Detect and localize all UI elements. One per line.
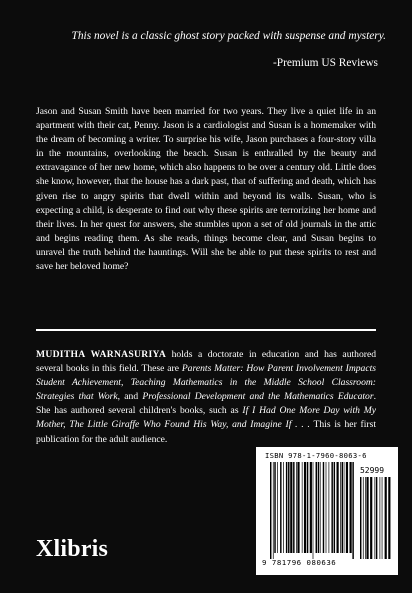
barcode-bar [388, 477, 390, 559]
bio-text-3: , and [117, 391, 143, 403]
barcode-bar [365, 477, 366, 559]
isbn-barcode [256, 447, 398, 575]
barcode-bar [283, 462, 284, 553]
barcode-bar [375, 477, 376, 559]
barcode-bar [313, 462, 314, 559]
barcode-bar [366, 477, 368, 559]
barcode-bar [323, 462, 324, 553]
barcode-bar [302, 462, 303, 553]
barcode-bar [350, 462, 352, 553]
barcode-bar [370, 477, 372, 559]
barcode-bar [326, 462, 327, 553]
barcode-bar [316, 462, 317, 553]
barcode-bar [280, 462, 281, 553]
barcode-bar [307, 462, 308, 553]
bio-text-4: . She has authored several children's books, such as [36, 391, 376, 417]
barcode-bar [337, 462, 339, 553]
barcode-bar [286, 462, 287, 553]
book-synopsis: Jason and Susan Smith have been married for two years. They live a quiet life in an apartment with their cat, Penny. Jason is a cardiologist and Susan is a homemaker with the dream of becoming a writer. To surprise his wife, Jason purchases a four-story villa in the mountains, overlooking the beach. Susan is enthralled by the beauty and extravagance of her new home, which also happens to be over a century old. Little does she know, however, that the house has a dark past, that of suffering and death, which has given rise to angry spirits that dwell within and beyond its walls. Susan, who is expecting a child, is desperate to find out why these spirits are terrorizing her home and their lives. In her quest for answers, she stumbles upon a set of old journals in the attic and begins reading them. As she reads, things become clear, and Susan begins to unravel the truth behind the hauntings. Will she be able to put these spirits to rest and save her beloved home? [36, 106, 376, 273]
book-title-2: Teaching Mathematics in the Middle School Classroom: Strategies that Work [36, 377, 377, 403]
book-title-1: Parents Matter: How Parent Involvement Impacts Student Achievement [36, 363, 377, 389]
barcode-bar [270, 462, 271, 559]
barcode-bar [385, 477, 387, 559]
barcode-bar [380, 477, 381, 559]
ean-digits: 9 781796 080636 [262, 558, 337, 567]
barcode-bar [304, 462, 306, 553]
isbn-label: ISBN 978-1-7960-8063-6 [265, 451, 367, 460]
review-quote: This novel is a classic ghost story packed with suspense and mystery. [71, 30, 386, 42]
bio-text-2: , [120, 377, 131, 389]
bio-text-5: This is her first publication for the adult audience. [36, 419, 376, 445]
barcode-bar [277, 462, 278, 553]
barcode-bar [376, 477, 377, 559]
barcode-bar [318, 462, 319, 553]
book-title-3: Professional Development and the Mathematics Educator [142, 391, 374, 403]
childrens-book-titles: If I Had One More Day with My Mother, The Little Giraffe Who Found His Way, and Imagine If . . . [36, 405, 376, 431]
author-bio [36, 348, 376, 447]
barcode-bar [273, 462, 274, 559]
price-code-label: 52999 [359, 466, 385, 475]
price-addon-bars [360, 477, 390, 559]
barcode-bar [340, 462, 341, 553]
barcode-bar [382, 477, 383, 559]
barcode-bar [329, 462, 330, 553]
barcode-bar [363, 477, 364, 559]
author-name: MUDITHA WARNASURIYA [36, 349, 167, 360]
barcode-bar [290, 462, 292, 553]
bio-text-1: holds a doctorate in education and has authored several books in this field. These are [36, 349, 376, 375]
barcode-bar [346, 462, 348, 553]
barcode-bar [297, 462, 299, 553]
barcode-bar [296, 462, 297, 553]
section-divider [36, 329, 376, 331]
barcode-bars-graphic [256, 447, 398, 575]
publisher-logo: Xlibris [36, 536, 109, 562]
review-attribution: -Premium US Reviews [272, 57, 378, 69]
barcode-bar [344, 462, 345, 553]
ean-bars [270, 462, 354, 559]
barcode-bar [342, 462, 343, 553]
barcode-bar [352, 462, 353, 559]
barcode-bar [310, 462, 312, 553]
barcode-bar [320, 462, 321, 553]
barcode-bar [360, 477, 361, 559]
barcode-bar [331, 462, 332, 553]
barcode-bar [274, 462, 275, 553]
barcode-bar [293, 462, 294, 553]
barcode-bar [288, 462, 289, 553]
barcode-bar [334, 462, 335, 553]
